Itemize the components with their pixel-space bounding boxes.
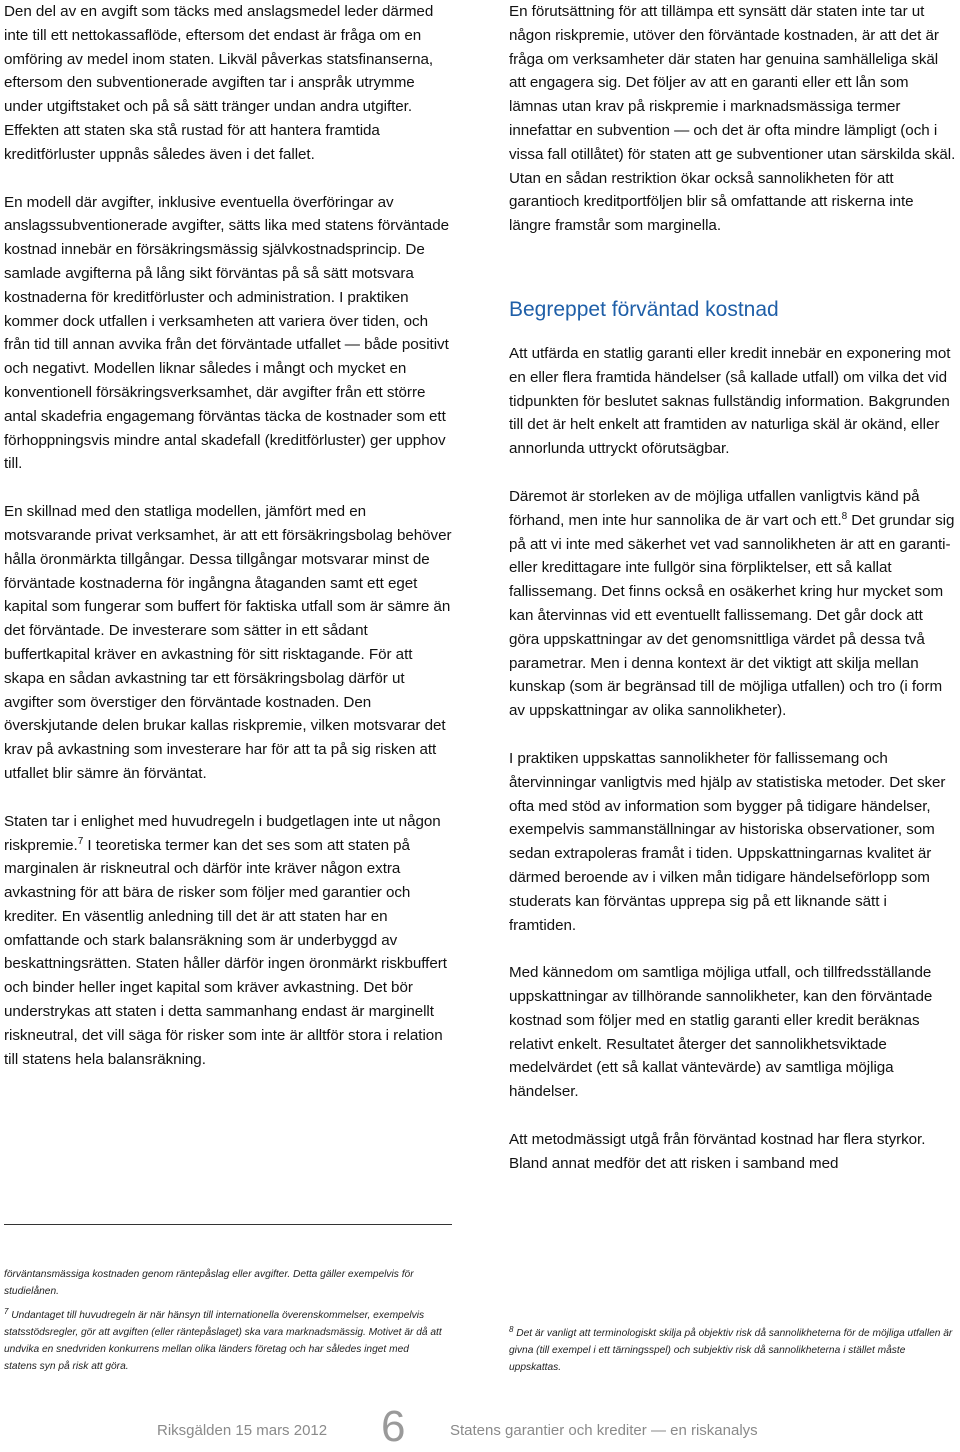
footnote-number: 7 bbox=[4, 1307, 9, 1316]
footnote-ref[interactable]: 7 bbox=[77, 835, 84, 847]
paragraph: Att utfärda en statlig garanti eller kredit innebär en exponering mot en eller flera framtida händelser (så kallade utfall) om vilka det vid tidpunkten för beslutet saknas fullständig information. Bakgrunden till det är helt enkelt att framtiden av naturliga skäl är okänd, eller annorlunda uttryckt oförutsägbar. bbox=[509, 344, 951, 458]
footnote-number: 8 bbox=[509, 1325, 514, 1334]
footnote-text: Det är vanligt att terminologiskt skilja på objektiv risk då sannolikheterna för de möjliga utfallen är givna (till exempel i ett tärningsspel) och subjektiv risk då sannolikheterna i stället måste uppskattas. bbox=[509, 1328, 953, 1373]
footnote-8 bbox=[509, 1325, 955, 1376]
footnote-text: Undantaget till huvudregeln är när hänsyn till internationella överenskommelser, exempelvis statsstödsregler, gör att avgiften (eller räntepåslaget) ska vara marknadsmässig. Motivet är då att undvika en snedvriden konkurrens mellan olika länders företag och har således inget med statens syn på risk att göra. bbox=[4, 1310, 442, 1372]
section-heading: Begreppet förväntad kostnad bbox=[509, 297, 779, 321]
paragraph-text: Det grundar sig på att vi inte med säkerhet vet vad sannolikheten är att en garanti- eller kredittagare inte fullgör sina förpliktelser, ett så kallat fallissemang. Det finns också en osäkerhet kring hur mycket som kan återvinnas vid ett eventuellt fallissemang. Det går dock att göra uppskattningar av det genomsnittliga värdet på dessa två parametrar. Men i denna kontext är det viktigt att skilja mellan kunskap (som är begränsad till de möjliga utfallen) och tro (i form av uppskattningar av olika sannolikheter). bbox=[509, 511, 955, 720]
footnote-divider bbox=[4, 1224, 452, 1225]
footnote-ref[interactable]: 8 bbox=[841, 510, 848, 522]
paragraph: En skillnad med den statliga modellen, jämfört med en motsvarande privat verksamhet, är att ett försäkringsbolag behöver hålla öronmärkta tillgångar. Dessa tillgångar motsvarar minst de förväntade kostnaderna för ingångna åtaganden samt ett eget kapital som fungerar som buffert för faktiska utfall som är sämre än det förväntade. De investerare som sätter in ett sådant buffertkapital kräver en avkastning för sitt risktagande. För att skapa en sådan avkastning tar ett försäkringsbolag därför ut avgifter som överstiger den förväntade kostnaden. Den överskjutande delen brukar kallas riskpremie, vilken motsvarar det krav på avkastning som investerare har för att ta på sig risken att utfallet blir sämre än förväntat. bbox=[4, 503, 452, 782]
left-column bbox=[4, 0, 456, 1071]
paragraph: Att metodmässigt utgå från förväntad kostnad har flera styrkor. Bland annat medför det att risken i samband med bbox=[509, 1131, 926, 1172]
footer-report-title: Statens garantier och krediter — en riskanalys bbox=[450, 1422, 758, 1439]
page-footer bbox=[0, 1402, 960, 1451]
paragraph: Den del av en avgift som täcks med anslagsmedel leder därmed inte till ett nettokassaflöde, eftersom det endast är fråga om en omföring av medel inom staten. Likväl påverkas statsfinanserna, eftersom den subventionerade avgiften tar i anspråk utrymme under utgiftstaket och på så sätt tränger undan andra utgifter. Effekten att staten ska stå rustad för att hantera framtida kreditförluster uppnås således även i det fallet. bbox=[4, 3, 434, 163]
footnote-7 bbox=[4, 1307, 444, 1375]
paragraph-text: I teoretiska termer kan det ses som att staten på marginalen är riskneutral och därför inte kräver någon extra avkastning för att bära de risker som följer med garantier och krediter. En väsentlig anledning till det är att staten har en omfattande och stark balansräkning som är underbyggd av beskattningsrätten. Staten håller därför ingen öronmärkt riskbuffert och binder heller inget kapital som kräver avkastning. Det bör understrykas att staten i detta sammanhang endast är marginellt riskneutral, det vill säga för risker som inte är alltför stora i relation till statens hela balansräkning. bbox=[4, 836, 447, 1068]
paragraph: I praktiken uppskattas sannolikheter för fallissemang och återvinningar vanligtvis med hjälp av statistiska metoder. Det sker ofta med stöd av information som bygger på tidigare händelser, exempelvis sammanställningar av historiska observationer, som sedan extrapoleras framåt i tiden. Uppskattningarnas kvalitet är därmed beroende av i vilken mån tidigare händelseförlopp som studerats kan förväntas upprepa sig på ett liknande sätt i framtiden. bbox=[509, 749, 946, 934]
paragraph-text: Däremot är storleken av de möjliga utfallen vanligtvis känd på förhand, men inte hur sannolika de är vart och ett. bbox=[509, 487, 920, 529]
page-number: 6 bbox=[381, 1402, 406, 1451]
paragraph-text: Staten tar i enlighet med huvudregeln i budgetlagen inte ut någon riskpremie. bbox=[4, 812, 441, 854]
paragraph bbox=[509, 485, 957, 723]
paragraph: Med kännedom om samtliga möjliga utfall, och tillfredsställande uppskattningar av tillhörande sannolikheter, kan den förväntade kostnad som följer med en statlig garanti eller kredit beräknas relativt enkelt. Resultatet återger det sannolikhetsviktade medelvärdet (ett så kallat väntevärde) av samtliga möjliga händelser. bbox=[509, 964, 933, 1101]
footnote-continued: förväntansmässiga kostnaden genom räntepåslag eller avgifter. Detta gäller exempelvis för studielånen. bbox=[4, 1269, 414, 1297]
paragraph bbox=[4, 810, 456, 1072]
paragraph: En modell där avgifter, inklusive eventuella överföringar av anslagssubventionerade avgifter, sätts lika med statens förväntade kostnad innebär en försäkringsmässig självkostnadsprincip. De samlade avgifterna på lång sikt förväntas på så sätt motsvara kostnaderna för kreditförluster och administration. I praktiken kommer dock utfallen i verksamheten att variera över tiden, och från tid till annan avvika från det förväntade utfallet — både positivt och negativt. Modellen liknar således i mångt och mycket en konventionell försäkringsverksamhet, där avgifter från ett större antal skadefria engagemang förväntas täcka de kostnader som ett förhoppningsvis mindre antal skadefall (kreditförluster) ger upphov till. bbox=[4, 193, 449, 473]
right-column bbox=[509, 0, 957, 1176]
paragraph: En förutsättning för att tillämpa ett synsätt där staten inte tar ut någon riskpremie, utöver den förväntade kostnaden, är att det är fråga om verksamheter där staten har genuina samhälleliga skäl att engagera sig. Det följer av att en garanti eller ett lån som lämnas utan krav på riskpremie i marknadsmässiga termer innefattar en subvention — och det är ofta mindre lämpligt (och i vissa fall otillåtet) för staten att ge subventioner utan särskilda skäl. Utan en sådan restriktion ökar också sannolikheten för att garantioch kreditportföljen blir så omfattande att riskerna inte längre framstår som marginella. bbox=[509, 3, 956, 235]
footer-publisher-date: Riksgälden 15 mars 2012 bbox=[157, 1422, 328, 1439]
